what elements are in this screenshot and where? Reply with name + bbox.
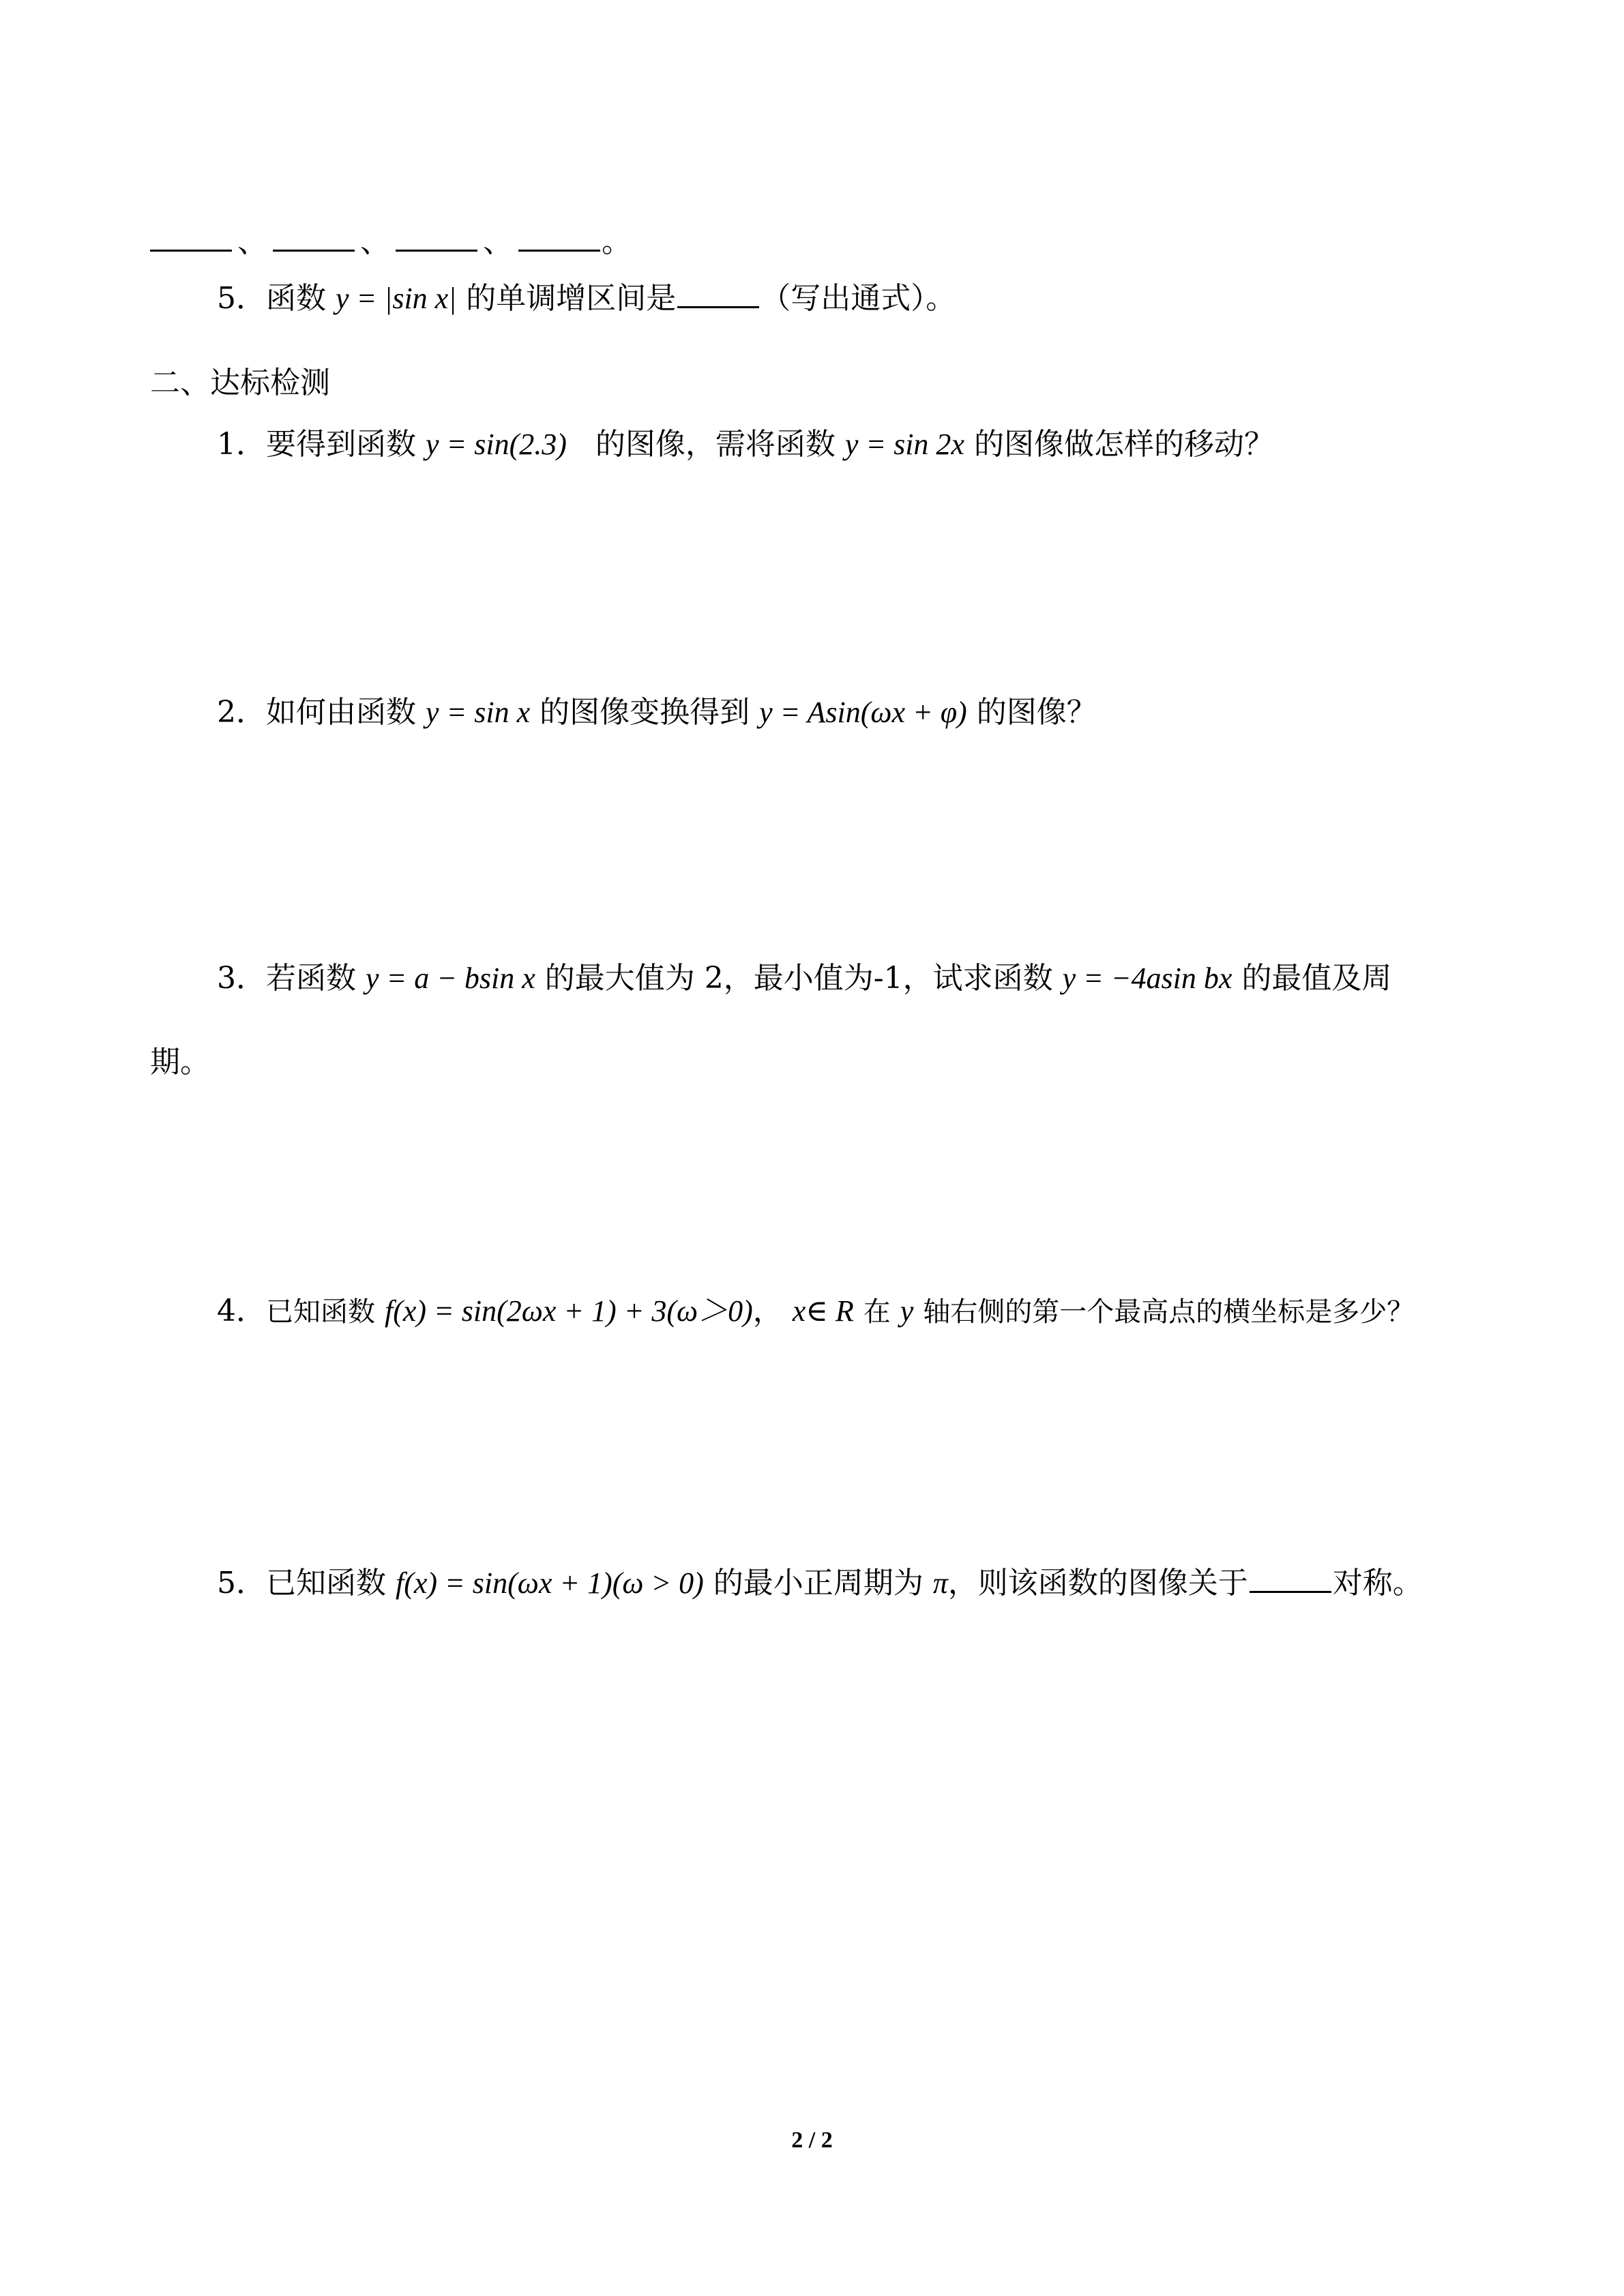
formula: y = −4asin bx (1062, 961, 1232, 995)
answer-blank-3[interactable] (396, 222, 477, 252)
formula: f(x) = sin(ωx + 1)(ω > 0) (396, 1566, 704, 1600)
section-title (150, 363, 330, 404)
formula: f(x) = sin(2ωx + 1) + 3(ω＞0) (385, 1294, 753, 1328)
question-text: 的单调增区间是 (466, 281, 677, 316)
question-number: 3． (217, 961, 266, 996)
answer-blank[interactable] (1250, 1564, 1331, 1593)
question-text: 在 (863, 1296, 891, 1328)
question-text: 已知函数 (266, 1296, 375, 1328)
answer-blank[interactable] (677, 279, 759, 308)
formula: π (932, 1566, 948, 1600)
section-heading: 二、达标检测 (150, 366, 330, 400)
formula: y = Asin(ωx + φ) (759, 696, 967, 729)
question-text: 的最值及周 (1241, 961, 1392, 996)
separator: 、 (237, 224, 267, 259)
question-number: 4． (217, 1294, 266, 1328)
question-text: 期。 (150, 1045, 210, 1079)
formula: y (900, 1294, 914, 1328)
question-text: 对称。 (1332, 1566, 1423, 1600)
question-5 (217, 1563, 1423, 1604)
formula: x∈ R (792, 1294, 854, 1328)
question-text: 的最大值为 2，最小值为-1，试求函数 (544, 961, 1053, 996)
question-text: 的图像变换得到 (540, 695, 750, 730)
formula: y = sin(2.3) (426, 428, 567, 461)
question-number: 2． (217, 695, 266, 730)
question-text: 函数 (266, 281, 326, 316)
answer-blank-1[interactable] (150, 222, 232, 252)
question-2 (217, 692, 1097, 733)
question-text: 轴右侧的第一个最高点的横坐标是多少？ (923, 1296, 1415, 1328)
blanks-line (149, 222, 632, 263)
question-text: 的最小正周期为 (713, 1566, 924, 1600)
question-prev-5 (217, 278, 956, 319)
question-text: 若函数 (266, 961, 356, 996)
question-text: （写出通式）。 (761, 281, 956, 316)
question-text: 要得到函数 (266, 427, 416, 462)
question-text: ， (752, 1294, 783, 1328)
question-text: ，则该函数的图像关于 (947, 1566, 1248, 1600)
question-4 (217, 1291, 1414, 1332)
question-text: 的图像做怎样的移动？ (973, 427, 1274, 462)
question-number: 1． (217, 427, 266, 462)
question-3-continued (150, 1042, 210, 1083)
line-end-punct: 。 (602, 224, 632, 259)
question-1 (217, 424, 1274, 465)
question-text: 已知函数 (266, 1566, 386, 1600)
formula: y = sin x (426, 696, 531, 729)
question-text: 如何由函数 (266, 695, 416, 730)
question-number: 5． (217, 1566, 266, 1600)
formula: y = sin 2x (844, 428, 964, 461)
question-text: 的图像，需将函数 (595, 427, 836, 462)
question-text: 的图像？ (976, 695, 1097, 730)
question-3 (217, 958, 1391, 999)
question-number: 5． (217, 281, 266, 316)
answer-blank-2[interactable] (273, 222, 355, 252)
formula: y = a − bsin x (366, 961, 535, 995)
separator: 、 (360, 224, 390, 259)
formula: y = |sin x| (336, 282, 457, 315)
answer-blank-4[interactable] (518, 222, 600, 252)
page-number: 2 / 2 (791, 2128, 833, 2153)
separator: 、 (483, 224, 513, 259)
